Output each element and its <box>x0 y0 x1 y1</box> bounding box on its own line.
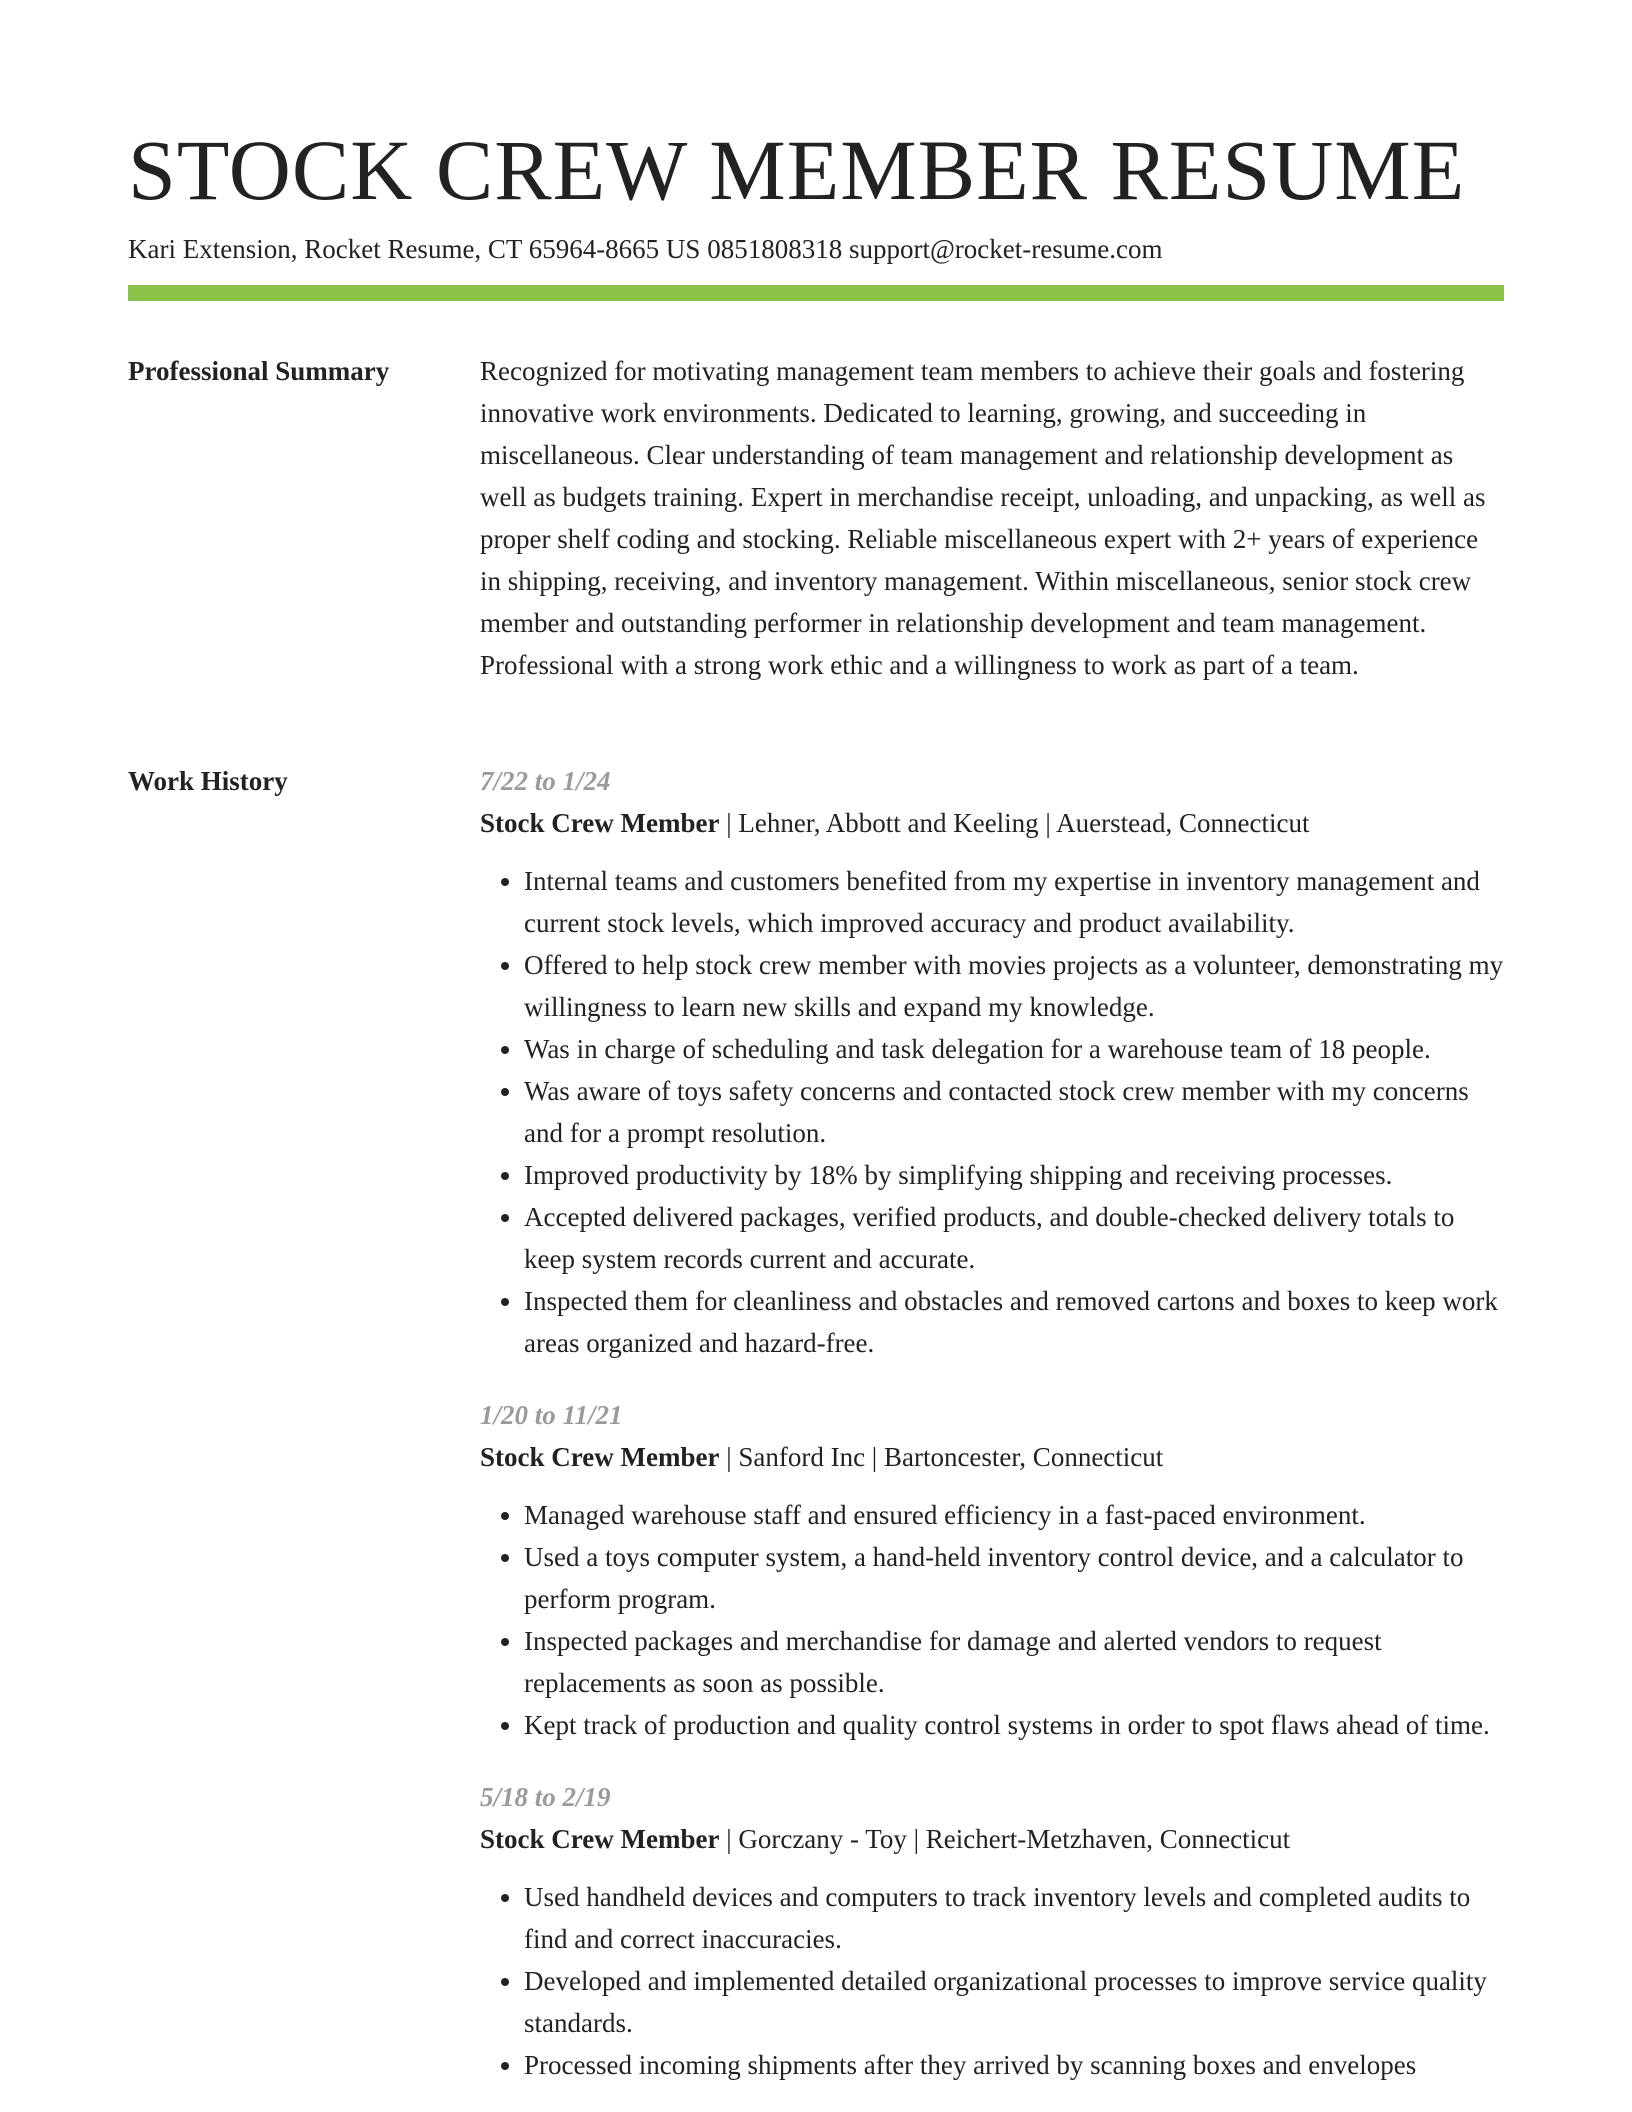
job-bullet: • Used a toys computer system, a hand-held inventory control device, and a calculator to perform program. <box>524 1536 1504 1620</box>
job-bullet: • Was in charge of scheduling and task delegation for a warehouse team of 18 people. <box>524 1028 1504 1070</box>
job-role: Stock Crew Member <box>480 808 720 838</box>
contact-line: Kari Extension, Rocket Resume, CT 65964-8665 US 0851808318 support@rocket-resume.com <box>128 234 1163 264</box>
job-date: 5/18 to 2/19 <box>480 1782 611 1812</box>
job-bullet: • Accepted delivered packages, verified products, and double-checked delivery totals to keep system records current and accurate. <box>524 1196 1504 1280</box>
job-role: Stock Crew Member <box>480 1442 720 1472</box>
job-date: 1/20 to 11/21 <box>480 1400 623 1430</box>
job-details: | Sanford Inc | Bartoncester, Connecticut <box>719 1442 1164 1472</box>
section-heading-summary: Professional Summary <box>128 356 390 386</box>
job-details: | Gorczany - Toy | Reichert-Metzhaven, Connecticut <box>719 1824 1291 1854</box>
job-bullet: • Was aware of toys safety concerns and contacted stock crew member with my concerns and for a prompt resolution. <box>524 1070 1504 1154</box>
section-heading-work-history: Work History <box>128 766 288 796</box>
accent-divider <box>128 285 1504 301</box>
resume-header <box>128 120 1504 266</box>
job-bullet: • Managed warehouse staff and ensured efficiency in a fast-paced environment. <box>524 1494 1504 1536</box>
job-bullet: • Kept track of production and quality control systems in order to spot flaws ahead of time. <box>524 1704 1504 1746</box>
job-bullet: • Developed and implemented detailed organizational processes to improve service quality standards. <box>524 1960 1504 2044</box>
job-title-line <box>480 1818 1504 1860</box>
job-title-line <box>480 1436 1504 1478</box>
job-entry <box>480 760 1504 1364</box>
job-bullet: • Used handheld devices and computers to track inventory levels and completed audits to find and correct inaccuracies. <box>524 1876 1504 1960</box>
job-entry <box>480 1394 1504 1746</box>
job-date: 7/22 to 1/24 <box>480 766 611 796</box>
job-bullet: • Inspected them for cleanliness and obstacles and removed cartons and boxes to keep work areas organized and hazard-free. <box>524 1280 1504 1364</box>
job-details: | Lehner, Abbott and Keeling | Auerstead, Connecticut <box>719 808 1310 838</box>
job-bullets <box>480 1494 1504 1746</box>
job-bullets <box>480 860 1504 1364</box>
job-title-line <box>480 802 1504 844</box>
summary-text: Recognized for motivating management team members to achieve their goals and fostering innovative work environments. Dedicated to learning, growing, and succeeding in miscellaneous. Clear understanding of team management and relationship development as well as budgets training. Expert in merchandise receipt, unloading, and unpacking, as well as proper shelf coding and stocking. Reliable miscellaneous expert with 2+ years of experience in shipping, receiving, and inventory management. Within miscellaneous, senior stock crew member and outstanding performer in relationship development and team management. Professional with a strong work ethic and a willingness to work as part of a team. <box>480 356 1486 680</box>
work-history-list <box>480 760 1504 2112</box>
job-bullet: • Improved productivity by 18% by simplifying shipping and receiving processes. <box>524 1154 1504 1196</box>
job-role: Stock Crew Member <box>480 1824 720 1854</box>
job-bullet: • Inspected packages and merchandise for damage and alerted vendors to request replacements as soon as possible. <box>524 1620 1504 1704</box>
job-bullet: • Offered to help stock crew member with movies projects as a volunteer, demonstrating my willingness to learn new skills and expand my knowledge. <box>524 944 1504 1028</box>
job-entry <box>480 1776 1504 2086</box>
resume-title: STOCK CREW MEMBER RESUME <box>128 122 1466 218</box>
job-bullet: • Internal teams and customers benefited from my expertise in inventory management and current stock levels, which improved accuracy and product availability. <box>524 860 1504 944</box>
job-bullets <box>480 1876 1504 2086</box>
job-bullet: • Processed incoming shipments after they arrived by scanning boxes and envelopes <box>524 2044 1504 2086</box>
